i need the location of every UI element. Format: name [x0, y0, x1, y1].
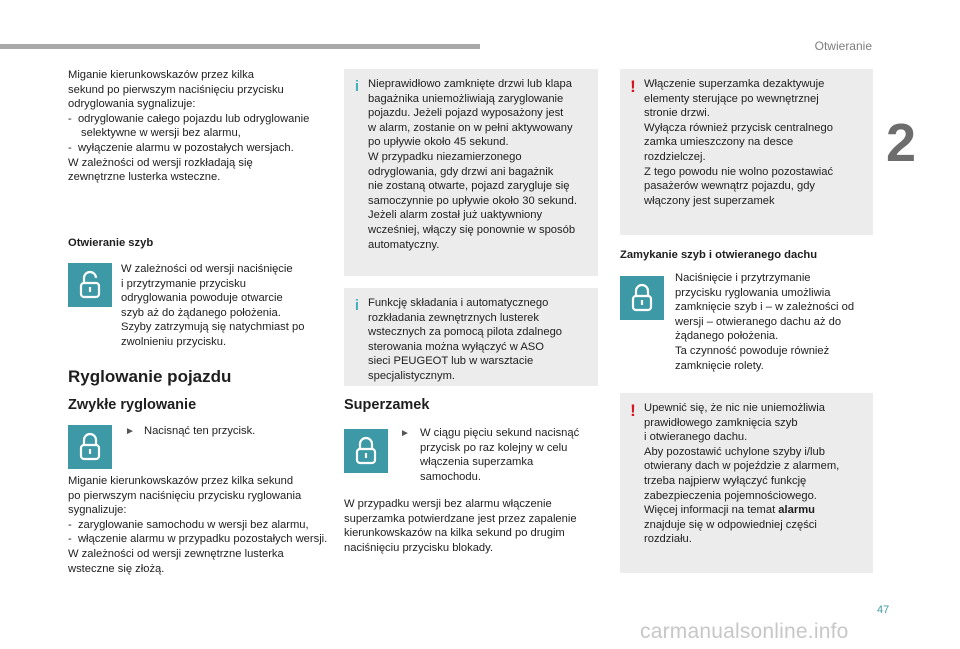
watermark: carmanualsonline.info: [640, 620, 849, 643]
text-line: Wyłącza również przycisk centralnego: [644, 121, 833, 134]
lock-button-illustration: [68, 425, 112, 469]
text-line: rozdzielczej.: [644, 150, 706, 163]
arrow-bullet-icon: ►: [400, 428, 410, 439]
text-line: odryglowania, gdy drzwi ani bagażnik: [368, 165, 554, 178]
text-line: trzeba najpierw wyłączyć funkcję: [644, 474, 807, 487]
text-line: automatyczny.: [368, 238, 440, 251]
text-line: W przypadku niezamierzonego: [368, 150, 522, 163]
text-line: sieci PEUGEOT lub w warsztacie: [368, 355, 534, 368]
text-line: znajduje się w odpowiedniej części: [644, 518, 817, 531]
text-line: wsteczne się złożą.: [68, 562, 165, 575]
text-line: Aby pozostawić uchylone szyby i/lub: [644, 445, 825, 458]
roof-lock-button-illustration: [620, 276, 664, 320]
list-item: - zaryglowanie samochodu w wersji bez alarmu,: [68, 518, 309, 531]
text-line: po pierwszym naciśnięciu przycisku ryglowania: [68, 489, 302, 502]
text-line: zamka umieszczony na desce: [644, 136, 794, 149]
unlock-padlock-icon: [77, 270, 103, 300]
roof-text: [675, 271, 875, 373]
text-line: Włączenie superzamka dezaktywuje: [644, 78, 825, 90]
info-icon: i: [354, 297, 360, 314]
arrow-bullet-icon: ►: [125, 426, 135, 437]
windows-text: [121, 262, 331, 350]
text-line: sygnalizuje:: [68, 504, 127, 517]
info-text: [368, 77, 594, 252]
text-line: odryglowania sygnalizuje:: [68, 98, 196, 111]
unlock-button-illustration: [68, 263, 112, 307]
warning-icon: !: [630, 77, 636, 96]
warning-text: [644, 401, 870, 547]
text-line: prawidłowego zamknięcia szyb: [644, 416, 798, 429]
text-line: Funkcję składania i automatycznego: [368, 297, 549, 309]
text-line: zewnętrzne lusterka wsteczne.: [68, 171, 221, 184]
text-line: zamknięcie szyb i – w zależności od: [675, 301, 855, 314]
superlock-text: [344, 497, 602, 555]
text-line: przycisku ryglowania umożliwia: [675, 286, 831, 299]
text-line: pojazdu. Jeżeli pojazd wyposażony jest: [368, 107, 564, 120]
text-line: superzamka potwierdzane jest przez zapalenie: [344, 512, 577, 525]
text-line: przycisk po raz kolejny w celu: [420, 441, 568, 454]
info-box-closing: [344, 69, 598, 276]
text-line: specjalistycznym.: [368, 369, 456, 382]
text-line: samochodu.: [420, 470, 481, 483]
text-line: W ciągu pięciu sekund nacisnąć: [420, 427, 580, 439]
text-line: W zależności od wersji rozkładają się: [68, 156, 253, 169]
text-line: żądanego położenia.: [675, 330, 779, 343]
text-line: [644, 503, 870, 518]
windows-heading: Otwieranie szyb: [68, 237, 154, 249]
text-line: i otwieranego dachu.: [644, 431, 748, 444]
superlock-step: [420, 426, 600, 484]
text-line: zabezpieczenia pojemnościowego.: [644, 489, 817, 502]
text-line: pasażerów wewnątrz pojazdu, gdy: [644, 180, 816, 193]
text-line: wstecznych za pomocą pilota zdalnego: [368, 326, 563, 339]
page-number: 47: [877, 604, 890, 616]
text-line: rozkładania zewnętrznych lusterek: [368, 311, 540, 324]
text-line: Ta czynność powoduje również: [675, 344, 830, 357]
text-line: w alarm, zostanie on w pełni aktywowany: [368, 121, 573, 134]
alarm-keyword: alarmu: [778, 504, 815, 517]
text-line: bagażnika uniemożliwiają zaryglowanie: [368, 92, 564, 105]
text-line: Naciśnięcie i przytrzymanie: [675, 272, 811, 284]
roof-heading: Zamykanie szyb i otwieranego dachu: [620, 249, 818, 261]
superlock-heading: Superzamek: [344, 397, 430, 413]
text-line: wcześniej, włączy się ponownie w sposób: [368, 223, 576, 236]
info-icon: i: [354, 78, 360, 95]
text-line: szyb aż do żądanego położenia.: [121, 306, 281, 319]
text-line: kierunkowskazów na kilka sekund po drugim: [344, 527, 565, 540]
locking-heading: Ryglowanie pojazdu: [68, 367, 232, 386]
warning-box-superlock: [620, 69, 873, 235]
text-line: Miganie kierunkowskazów przez kilka sekund: [68, 475, 294, 487]
text-line: zwolnieniu przycisku.: [121, 335, 227, 348]
text-line: włączenia superzamka: [420, 456, 534, 469]
normal-locking-heading: Zwykłe ryglowanie: [68, 397, 197, 413]
text-line: W przypadku wersji bez alarmu włączenie: [344, 498, 552, 510]
info-box-mirrors: [344, 288, 598, 386]
text-line: naciśnięciu przycisku blokady.: [344, 541, 494, 554]
text-line: samoczynnie po upływie około 30 sekund.: [368, 194, 577, 207]
text-line: Z tego powodu nie wolno pozostawiać: [644, 165, 834, 178]
text-line: W zależności od wersji zewnętrzne lusterka: [68, 547, 284, 560]
text-line: W zależności od wersji naciśnięcie: [121, 263, 293, 275]
text-line: wersji – otwieranego dachu aż do: [675, 315, 842, 328]
superlock-button-illustration: [344, 429, 388, 473]
section-title: Otwieranie: [814, 39, 872, 53]
text-line: Jeżeli alarm został już uaktywniony: [368, 209, 543, 222]
warning-icon: !: [630, 401, 636, 420]
lock-padlock-icon: [629, 283, 655, 313]
text-line: Miganie kierunkowskazów przez kilka: [68, 69, 254, 81]
text-line: sterowania można wyłączyć w ASO: [368, 340, 544, 353]
text-line: odryglowania powoduje otwarcie: [121, 292, 283, 305]
list-item: - odryglowanie całego pojazdu lub odryglowanie selektywne w wersji bez alarmu,: [68, 112, 310, 140]
lock-padlock-icon: [353, 436, 379, 466]
text-line: otwierany dach w pojeździe z alarmem,: [644, 460, 840, 473]
normal-lock-step: Nacisnąć ten przycisk.: [144, 425, 256, 437]
text-line: rozdziału.: [644, 533, 692, 546]
text-line: włączony jest superzamek: [644, 194, 775, 207]
warning-text: [644, 77, 870, 208]
lock-padlock-icon: [77, 432, 103, 462]
text-line: Upewnić się, że nic nie uniemożliwia: [644, 402, 825, 414]
text-line: sekund po pierwszym naciśnięciu przycisku: [68, 83, 284, 96]
warning-box-windows: [620, 393, 873, 573]
info-text: [368, 296, 594, 384]
text-line: Nieprawidłowo zamknięte drzwi lub klapa: [368, 78, 572, 90]
unlock-intro: [68, 68, 324, 185]
text-fragment: Więcej informacji na temat: [644, 504, 779, 517]
text-line: zamknięcie rolety.: [675, 359, 764, 372]
lock-signal-text: [68, 474, 330, 576]
header-bar: [0, 44, 480, 49]
text-line: stronie drzwi.: [644, 107, 710, 120]
text-line: nie zostaną otwarte, pojazd zarygluje się: [368, 180, 570, 193]
text-line: po upływie około 45 sekund.: [368, 136, 509, 149]
text-line: elementy sterujące po wewnętrznej: [644, 92, 819, 105]
text-line: i przytrzymanie przycisku: [121, 277, 246, 290]
list-item: - włączenie alarmu w przypadku pozostałych wersji.: [68, 533, 328, 546]
list-item: - wyłączenie alarmu w pozostałych wersjach.: [68, 141, 294, 154]
text-line: Szyby zatrzymują się natychmiast po: [121, 321, 305, 334]
chapter-number: 2: [886, 113, 917, 173]
